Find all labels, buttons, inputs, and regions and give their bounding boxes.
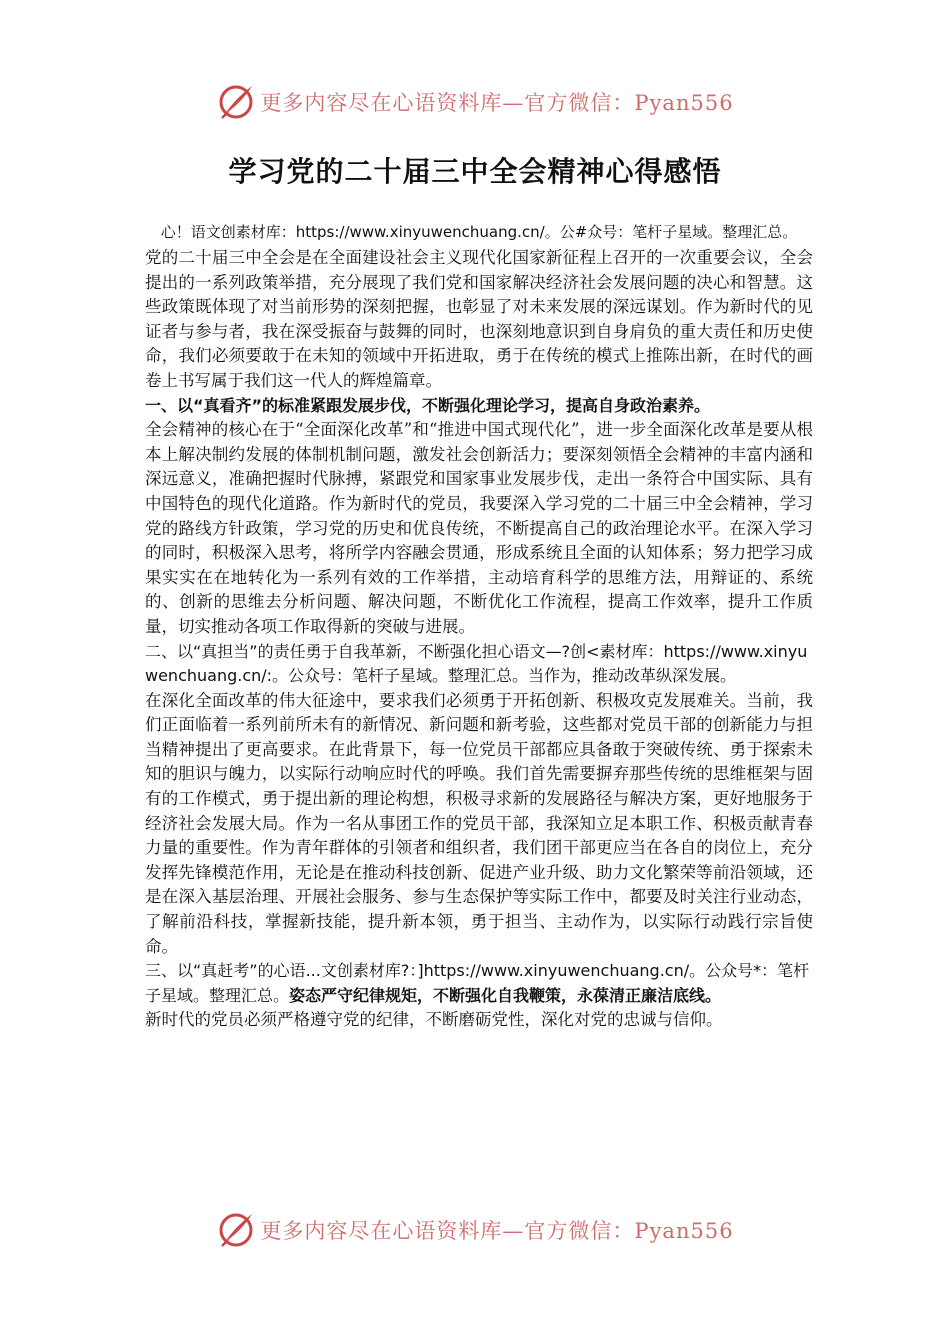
footer-banner bbox=[0, 1208, 950, 1252]
section-1-body: 全会精神的核心在于“全面深化改革”和“推进中国式现代化”，进一步全面深化改革是要从根本上解决制约发展的体制机制问题，激发社会创新活力；要深刻领悟全会精神的丰富内涵和深远意义，准确把握时代脉搏，紧跟党和国家事业发展步伐，走出一条符合中国实际、具有中国特色的现代化道路。作为新时代的党员，我要深入学习党的二十届三中全会精神，学习党的路线方针政策，学习党的历史和优良传统，不断提高自己的政治理论水平。在深入学习的同时，积极深入思考，将所学内容融会贯通，形成系统且全面的认知体系；努力把学习成果实实在在地转化为一系列有效的工作举措，主动培育科学的思维方法，用辩证的、系统的、创新的思维去分析问题、解决问题，不断优化工作流程，提高工作效率，提升工作质量，切实推动各项工作取得新的突破与进展。 bbox=[145, 420, 813, 636]
banner-text: 更多内容尽在心语资料库—官方微信：Pyan556 bbox=[260, 91, 734, 115]
banner-text: 更多内容尽在心语资料库—官方微信：Pyan556 bbox=[260, 1219, 734, 1243]
header-banner bbox=[0, 80, 950, 124]
quill-logo-icon bbox=[216, 1210, 256, 1250]
section-3-heading bbox=[145, 959, 813, 1008]
section-1-heading: 一、以“真看齐”的标准紧跟发展步伐，不断强化理论学习，提高自身政治素养。 bbox=[145, 395, 711, 415]
document-title: 学习党的二十届三中全会精神心得感悟 bbox=[228, 155, 722, 188]
section-2-body: 在深化全面改革的伟大征途中，要求我们必须勇于开拓创新、积极攻克发展难关。当前，我们正面临着一系列前所未有的新情况、新问题和新考验，这些都对党员干部的创新能力与担当精神提出了更高要求。在此背景下，每一位党员干部都应具备敢于突破传统、勇于探索未知的胆识与魄力，以实际行动响应时代的呼唤。我们首先需要摒弃那些传统的思维框架与固有的工作模式，勇于提出新的理论构想，积极寻求新的发展路径与解决方案，更好地服务于经济社会发展大局。作为一名从事团工作的党员干部，我深知立足本职工作、积极贡献青春力量的重要性。作为青年群体的引领者和组织者，我们团干部更应当在各自的岗位上，充分发挥先锋模范作用，无论是在推动科技创新、促进产业升级、助力文化繁荣等前沿领域，还是在深入基层治理、开展社会服务、参与生态保护等实际工作中，都要及时关注行业动态，了解前沿科技，掌握新技能，提升新本领，勇于担当、主动作为，以实际行动践行宗旨使命。 bbox=[145, 690, 813, 956]
quill-logo-icon bbox=[216, 82, 256, 122]
intro-paragraph: 党的二十届三中全会是在全面建设社会主义现代化国家新征程上召开的一次重要会议，全会提出的一系列政策举措，充分展现了我们党和国家解决经济社会发展问题的决心和智慧。这些政策既体现了对当前形势的深刻把握，也彰显了对未来发展的深远谋划。作为新时代的见证者与参与者，我在深受振奋与鼓舞的同时，也深刻地意识到自身肩负的重大责任和历史使命，我们必须要敢于在未知的领域中开拓进取，勇于在传统的模式上推陈出新，在时代的画卷上书写属于我们这一代人的辉煌篇章。 bbox=[145, 248, 813, 390]
section-3-body: 新时代的党员必须严格遵守党的纪律，不断磨砺党性，深化对党的忠诚与信仰。 bbox=[145, 1010, 723, 1030]
document-body bbox=[145, 220, 813, 1033]
section-3-heading-bold: 姿态严守纪律规矩，不断强化自我鞭策，永葆清正廉洁底线。 bbox=[289, 985, 722, 1005]
source-note: 心！语文创素材库：https://www.xinyuwenchuang.cn/。公#众号：笔杆子星域。整理汇总。 bbox=[160, 223, 798, 241]
section-2-heading: 二、以“真担当”的责任勇于自我革新，不断强化担心语文—?创<素材库：https://www.xinyuwenchuang.cn/:。公众号：笔杆子星域。整理汇总。当作为，推动改革纵深发展。 bbox=[145, 641, 808, 686]
section-3-heading-lead: 三、以“真赶考”的心语...文创素材库?：]https://www.xinyuwenchuang.cn/。公众号*：笔杆子星域。整理汇总。 bbox=[145, 961, 810, 1005]
